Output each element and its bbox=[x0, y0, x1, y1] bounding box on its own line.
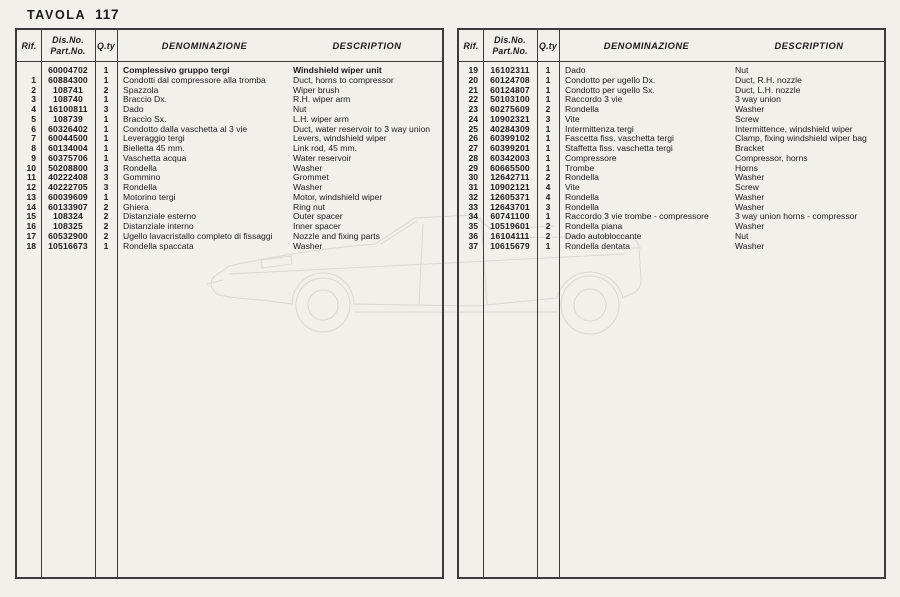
table-header bbox=[17, 30, 442, 62]
cell-qty: 3 bbox=[545, 201, 551, 212]
cell-description: Levers, windshield wiper bbox=[293, 133, 387, 144]
cell-qty: 1 bbox=[103, 143, 109, 153]
header-qty: Q.ty bbox=[97, 40, 115, 51]
cell-description: Outer spacer bbox=[293, 211, 343, 222]
cell-part-number: 60134004 bbox=[48, 143, 88, 153]
cell-rif: 23 bbox=[468, 104, 478, 114]
header-dis-no: Dis.No. bbox=[494, 35, 526, 45]
cell-denominazione: Distanziale esterno bbox=[123, 211, 197, 222]
cell-description: Screw bbox=[735, 182, 759, 192]
cell-description: Duct, R.H. nozzle bbox=[735, 74, 802, 85]
cell-description: Grommet bbox=[293, 172, 329, 183]
header-dis-no: Dis.No. bbox=[52, 35, 84, 45]
cell-denominazione: Rondella bbox=[565, 191, 599, 202]
cell-qty: 1 bbox=[103, 133, 109, 144]
header-qty: Q.ty bbox=[539, 40, 557, 51]
cell-description: Washer bbox=[293, 182, 323, 192]
cell-rif bbox=[17, 66, 41, 76]
page-title bbox=[27, 7, 119, 22]
cell-description: Nozzle and fixing parts bbox=[293, 230, 380, 241]
cell-denominazione: Rondella spaccata bbox=[123, 240, 194, 251]
cell-qty: 1 bbox=[103, 74, 109, 85]
header-rif: Rif. bbox=[463, 40, 479, 51]
cell-part-number: 108740 bbox=[53, 94, 83, 105]
cell-part-number: 60039609 bbox=[48, 191, 88, 202]
column-divider bbox=[95, 30, 96, 577]
cell-rif: 32 bbox=[468, 191, 478, 202]
cell-part-number: 16104111 bbox=[490, 230, 530, 241]
cell-denominazione: Motorino tergi bbox=[123, 191, 176, 202]
table-header bbox=[459, 30, 884, 62]
cell-qty: 1 bbox=[545, 240, 551, 251]
cell-denominazione: Spazzola bbox=[123, 84, 159, 95]
cell-description: Windshield wiper unit bbox=[293, 65, 382, 75]
cell-part-number: 50103100 bbox=[490, 94, 530, 105]
parts-table-right bbox=[457, 28, 886, 579]
header-part-no: Part.No. bbox=[492, 45, 528, 56]
cell-denominazione: Braccio Sx. bbox=[123, 113, 167, 124]
cell-rif: 5 bbox=[31, 113, 36, 124]
cell-rif: 28 bbox=[468, 152, 478, 163]
cell-part-number: 60741100 bbox=[490, 211, 530, 222]
cell-qty: 1 bbox=[545, 123, 551, 134]
cell-rif: 12 bbox=[26, 182, 36, 192]
cell-part-number: 10516673 bbox=[48, 240, 88, 251]
cell-rif: 25 bbox=[468, 123, 478, 134]
cell-part-number: 40222408 bbox=[48, 172, 88, 183]
cell-qty: 2 bbox=[545, 104, 551, 114]
cell-denominazione: Trombe bbox=[565, 162, 595, 173]
cell-description: Washer bbox=[293, 162, 323, 173]
cell-qty: 1 bbox=[545, 143, 551, 153]
cell-rif: 7 bbox=[31, 133, 36, 144]
header-part-number bbox=[483, 30, 537, 61]
cell-part-number: 40284309 bbox=[490, 123, 530, 134]
cell-part-number: 108739 bbox=[53, 113, 83, 124]
cell-description: Water reservoir bbox=[293, 152, 352, 163]
cell-denominazione: Ghiera bbox=[123, 201, 149, 212]
cell-part-number: 16100811 bbox=[48, 104, 88, 114]
cell-qty: 4 bbox=[545, 191, 551, 202]
cell-description: Horns bbox=[735, 162, 758, 173]
cell-denominazione: Rondella dentata bbox=[565, 240, 630, 251]
column-divider bbox=[41, 30, 42, 577]
cell-rif: 6 bbox=[31, 123, 36, 134]
table-body-right bbox=[459, 62, 884, 251]
cell-denominazione: Vite bbox=[565, 113, 580, 124]
cell-part-number: 108324 bbox=[53, 211, 83, 222]
cell-qty: 2 bbox=[103, 211, 109, 222]
header-description: DESCRIPTION bbox=[332, 40, 402, 51]
cell-rif: 9 bbox=[31, 152, 36, 163]
cell-description: Washer bbox=[735, 240, 765, 251]
cell-qty: 1 bbox=[103, 240, 109, 251]
cell-qty: 4 bbox=[545, 182, 551, 192]
header-rif: Rif. bbox=[21, 40, 37, 51]
cell-part-number: 60326402 bbox=[48, 123, 88, 134]
cell-rif: 18 bbox=[26, 240, 36, 251]
cell-rif: 24 bbox=[468, 113, 478, 124]
cell-denominazione: Vaschetta acqua bbox=[123, 152, 187, 163]
cell-denominazione: Complessivo gruppo tergi bbox=[123, 65, 230, 75]
cell-rif: 14 bbox=[26, 201, 36, 212]
cell-qty: 3 bbox=[103, 104, 109, 114]
cell-qty: 1 bbox=[103, 94, 109, 105]
column-divider bbox=[559, 30, 560, 577]
header-description: DESCRIPTION bbox=[774, 40, 844, 51]
cell-part-number: 60884300 bbox=[48, 74, 88, 85]
cell-qty: 2 bbox=[545, 221, 551, 231]
cell-part-number: 108741 bbox=[53, 84, 83, 95]
cell-part-number: 60665500 bbox=[490, 162, 530, 173]
cell-part-number: 60124807 bbox=[490, 84, 530, 95]
cell-rif: 21 bbox=[468, 84, 478, 95]
cell-description: Link rod, 45 mm. bbox=[293, 143, 357, 153]
table-number: 117 bbox=[95, 7, 120, 22]
cell-rif: 36 bbox=[468, 230, 478, 241]
cell-denominazione: Dado bbox=[565, 65, 586, 75]
cell-qty: 2 bbox=[103, 84, 109, 95]
cell-rif: 16 bbox=[26, 221, 36, 231]
cell-rif: 17 bbox=[26, 230, 36, 241]
cell-part-number: 108325 bbox=[53, 221, 83, 231]
cell-rif: 31 bbox=[468, 182, 478, 192]
cell-rif: 20 bbox=[468, 74, 478, 85]
cell-description: Washer bbox=[735, 104, 765, 114]
cell-part-number: 60399102 bbox=[490, 133, 530, 144]
cell-qty: 1 bbox=[103, 123, 109, 134]
cell-qty: 1 bbox=[103, 65, 109, 75]
cell-denominazione: Condotto per ugello Sx. bbox=[565, 84, 655, 95]
cell-qty: 1 bbox=[545, 94, 551, 105]
cell-rif: 13 bbox=[26, 191, 36, 202]
cell-description: R.H. wiper arm bbox=[293, 94, 351, 105]
cell-qty: 2 bbox=[545, 172, 551, 183]
cell-part-number: 16102311 bbox=[490, 65, 530, 75]
cell-description: Duct, L.H. nozzle bbox=[735, 84, 801, 95]
cell-rif: 3 bbox=[31, 94, 36, 105]
cell-description: Intermittence, windshield wiper bbox=[735, 123, 853, 134]
cell-denominazione: Dado autobloccante bbox=[565, 230, 642, 241]
cell-denominazione: Rondella bbox=[565, 172, 599, 183]
cell-description: Washer bbox=[735, 191, 765, 202]
cell-description: Screw bbox=[735, 113, 759, 124]
cell-rif: 29 bbox=[468, 162, 478, 173]
cell-part-number: 60275609 bbox=[490, 104, 530, 114]
cell-part-number: 60532900 bbox=[48, 230, 88, 241]
cell-part-number: 40222705 bbox=[48, 182, 88, 192]
cell-denominazione: Rondella piana bbox=[565, 221, 623, 231]
cell-denominazione: Gommino bbox=[123, 172, 161, 183]
cell-part-number: 60124708 bbox=[490, 74, 530, 85]
cell-denominazione: Leveraggio tergi bbox=[123, 133, 185, 144]
cell-denominazione: Raccordo 3 vie bbox=[565, 94, 623, 105]
cell-qty: 1 bbox=[103, 191, 109, 202]
cell-description: Motor, windshield wiper bbox=[293, 191, 383, 202]
cell-rif: 10 bbox=[26, 162, 36, 173]
cell-rif: 27 bbox=[468, 143, 478, 153]
cell-qty: 1 bbox=[545, 162, 551, 173]
cell-rif: 4 bbox=[31, 104, 36, 114]
cell-description: Nut bbox=[735, 230, 749, 241]
header-part-no: Part.No. bbox=[50, 45, 86, 56]
cell-rif: 33 bbox=[468, 201, 478, 212]
column-divider bbox=[117, 30, 118, 577]
header-part-number bbox=[41, 30, 95, 61]
cell-description: Washer bbox=[735, 221, 765, 231]
cell-denominazione: Vite bbox=[565, 182, 580, 192]
cell-rif: 1 bbox=[31, 74, 36, 85]
cell-part-number: 60133907 bbox=[48, 201, 88, 212]
cell-rif: 2 bbox=[31, 84, 36, 95]
cell-part-number: 60375706 bbox=[48, 152, 88, 163]
cell-rif: 22 bbox=[468, 94, 478, 105]
cell-part-number: 10519601 bbox=[490, 221, 530, 231]
table-row bbox=[17, 242, 442, 252]
cell-part-number: 12605371 bbox=[490, 191, 530, 202]
cell-rif: 19 bbox=[468, 65, 478, 75]
cell-part-number: 10615679 bbox=[490, 240, 530, 251]
cell-qty: 1 bbox=[545, 211, 551, 222]
cell-rif: 37 bbox=[468, 240, 478, 251]
header-denominazione: DENOMINAZIONE bbox=[161, 40, 248, 51]
cell-qty: 1 bbox=[545, 74, 551, 85]
cell-denominazione: Rondella bbox=[565, 104, 599, 114]
cell-description: Ring nut bbox=[293, 201, 326, 212]
cell-part-number: 60399201 bbox=[490, 143, 530, 153]
cell-description: Duct, water reservoir to 3 way union bbox=[293, 123, 431, 134]
parts-table-left bbox=[15, 28, 444, 579]
table-row bbox=[459, 242, 884, 252]
cell-qty: 3 bbox=[103, 162, 109, 173]
cell-qty: 2 bbox=[545, 230, 551, 241]
cell-part-number: 10902321 bbox=[490, 113, 530, 124]
cell-qty: 1 bbox=[545, 65, 551, 75]
cell-qty: 1 bbox=[103, 113, 109, 124]
cell-rif: 11 bbox=[26, 172, 36, 183]
column-divider bbox=[537, 30, 538, 577]
cell-description: Nut bbox=[735, 65, 749, 75]
cell-part-number: 12642711 bbox=[490, 172, 530, 183]
cell-denominazione: Dado bbox=[123, 104, 144, 114]
cell-description: L.H. wiper arm bbox=[293, 113, 349, 124]
cell-denominazione: Ugello lavacristallo completo di fissaggi bbox=[123, 230, 273, 241]
cell-part-number: 60342003 bbox=[490, 152, 530, 163]
cell-qty: 1 bbox=[545, 152, 551, 163]
header-denominazione: DENOMINAZIONE bbox=[603, 40, 690, 51]
cell-part-number: 60004702 bbox=[48, 65, 88, 75]
column-divider bbox=[483, 30, 484, 577]
cell-denominazione: Distanziale interno bbox=[123, 221, 194, 231]
cell-rif: 30 bbox=[468, 172, 478, 183]
cell-description: Inner spacer bbox=[293, 221, 341, 231]
cell-qty: 2 bbox=[103, 201, 109, 212]
cell-denominazione: Rondella bbox=[123, 162, 157, 173]
cell-qty: 2 bbox=[103, 221, 109, 231]
cell-description: Wiper brush bbox=[293, 84, 340, 95]
cell-part-number: 12643701 bbox=[490, 201, 530, 212]
cell-denominazione: Condotti dal compressore alla tromba bbox=[123, 74, 266, 85]
cell-part-number: 50208800 bbox=[48, 162, 88, 173]
cell-description: Clamp, fixing windshield wiper bag bbox=[735, 133, 867, 144]
cell-denominazione: Raccordo 3 vie trombe - compressore bbox=[565, 211, 709, 222]
cell-rif: 15 bbox=[26, 211, 36, 222]
cell-denominazione: Condotto dalla vaschetta al 3 vie bbox=[123, 123, 248, 134]
cell-description: Nut bbox=[293, 104, 307, 114]
title-word: TAVOLA bbox=[27, 8, 87, 22]
cell-description: Compressor, horns bbox=[735, 152, 808, 163]
cell-denominazione: Intermittenza tergi bbox=[565, 123, 634, 134]
cell-qty: 2 bbox=[103, 230, 109, 241]
cell-denominazione: Braccio Dx. bbox=[123, 94, 167, 105]
cell-rif: 35 bbox=[468, 221, 478, 231]
cell-qty: 3 bbox=[103, 182, 109, 192]
cell-description: Washer bbox=[293, 240, 323, 251]
cell-denominazione: Staffetta fiss. vaschetta tergi bbox=[565, 143, 673, 153]
cell-description: Bracket bbox=[735, 143, 765, 153]
cell-rif: 26 bbox=[468, 133, 478, 144]
cell-denominazione: Compressore bbox=[565, 152, 617, 163]
cell-description: 3 way union horns - compressor bbox=[735, 211, 858, 222]
cell-denominazione: Bielletta 45 mm. bbox=[123, 143, 185, 153]
cell-part-number: 10902121 bbox=[490, 182, 530, 192]
cell-denominazione: Rondella bbox=[123, 182, 157, 192]
cell-qty: 1 bbox=[103, 152, 109, 163]
cell-denominazione: Fascetta fiss. vaschetta tergi bbox=[565, 133, 674, 144]
cell-qty: 3 bbox=[103, 172, 109, 183]
cell-description: Duct, horns to compressor bbox=[293, 74, 394, 85]
table-body-left bbox=[17, 62, 442, 251]
cell-description: Washer bbox=[735, 201, 765, 212]
cell-denominazione: Condotto per ugello Dx. bbox=[565, 74, 656, 85]
cell-part-number: 60044500 bbox=[48, 133, 88, 144]
cell-description: 3 way union bbox=[735, 94, 781, 105]
cell-rif: 34 bbox=[468, 211, 478, 222]
cell-qty: 1 bbox=[545, 133, 551, 144]
cell-description: Washer bbox=[735, 172, 765, 183]
cell-qty: 3 bbox=[545, 113, 551, 124]
cell-denominazione: Rondella bbox=[565, 201, 599, 212]
cell-rif: 8 bbox=[31, 143, 36, 153]
cell-qty: 1 bbox=[545, 84, 551, 95]
